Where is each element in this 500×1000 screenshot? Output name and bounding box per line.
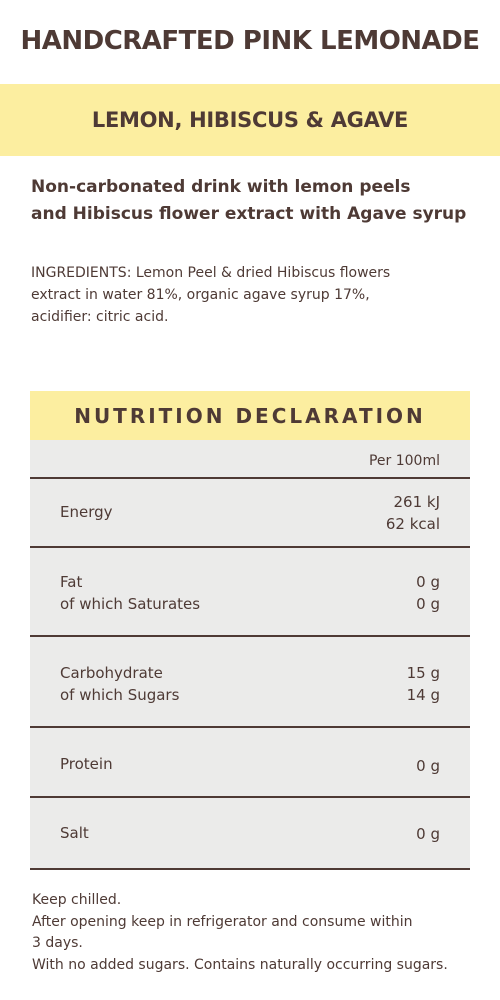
carbohydrate-value: 15 g [406, 664, 440, 682]
energy-kcal-value: 62 kcal [385, 515, 440, 533]
footer-line: Keep chilled. [32, 892, 122, 908]
nutrition-row-protein [30, 728, 470, 796]
ingredients-line: INGREDIENTS: Lemon Peel & dried Hibiscus flowers [31, 265, 391, 281]
footer-line: After opening keep in refrigerator and consume within [32, 913, 413, 930]
fat-label: Fat [60, 573, 83, 591]
protein-value: 0 g [416, 757, 440, 775]
fat-value: 0 g [416, 573, 440, 591]
saturates-value: 0 g [416, 595, 440, 613]
nutrition-row-salt [30, 798, 470, 868]
ingredients-text [31, 262, 471, 328]
sugars-value: 14 g [406, 686, 440, 704]
salt-label: Salt [60, 824, 89, 842]
nutrition-row-fat [30, 548, 470, 635]
nutrition-table [30, 391, 470, 870]
storage-notes [32, 890, 492, 976]
carbohydrate-label: Carbohydrate [60, 664, 163, 682]
sugars-label: of which Sugars [60, 686, 180, 704]
saturates-label: of which Saturates [60, 595, 201, 613]
description-line: and Hibiscus flower extract with Agave syrup [31, 204, 467, 224]
ingredients-line: extract in water 81%, organic agave syrup 17%, [31, 287, 370, 303]
table-bottom-border [30, 868, 470, 870]
description-line: Non-carbonated drink with lemon peels [31, 177, 411, 197]
ingredients-line: acidifier: citric acid. [31, 309, 169, 325]
product-title: HANDCRAFTED PINK LEMONADE [20, 26, 480, 56]
footer-line: With no added sugars. Contains naturally occurring sugars. [32, 956, 448, 973]
protein-label: Protein [60, 755, 113, 773]
flavor-name: LEMON, HIBISCUS & AGAVE [91, 108, 409, 132]
nutrition-row-energy [30, 479, 470, 546]
per-100ml-label: Per 100ml [368, 453, 440, 469]
footer-line: 3 days. [32, 935, 83, 951]
salt-value: 0 g [416, 825, 440, 843]
energy-kj-value: 261 kJ [393, 493, 440, 511]
nutrition-row-carbohydrate [30, 637, 470, 726]
nutrition-heading: NUTRITION DECLARATION [30, 391, 470, 440]
product-description [31, 174, 481, 228]
energy-label: Energy [60, 503, 113, 521]
